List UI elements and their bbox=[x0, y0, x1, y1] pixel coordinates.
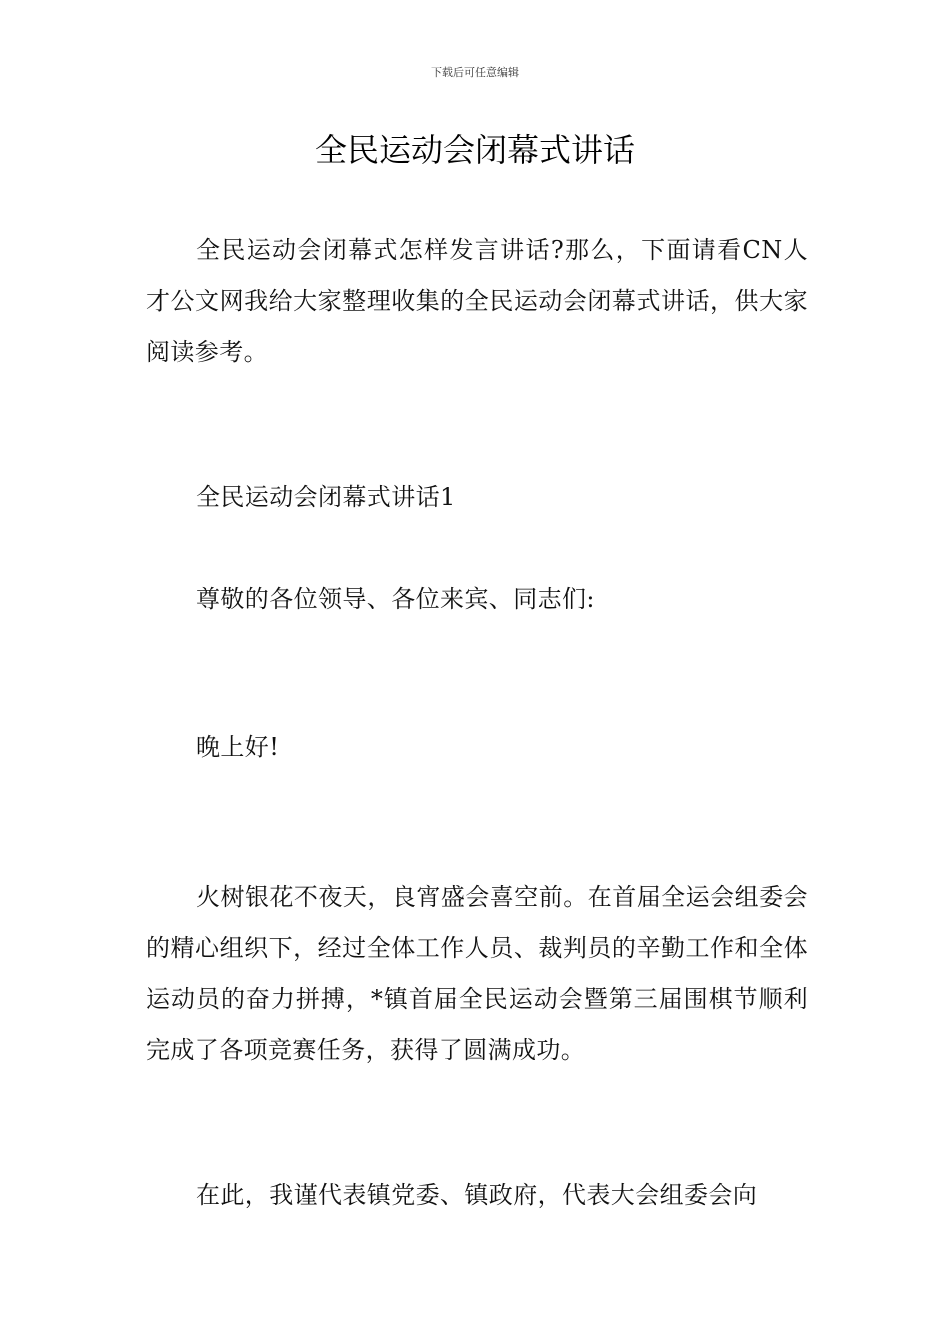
section-subtitle: 全民运动会闭幕式讲话1 bbox=[196, 483, 456, 511]
greeting-paragraph: 尊敬的各位领导、各位来宾、同志们: bbox=[196, 585, 595, 613]
thanks-paragraph: 在此，我谨代表镇党委、镇政府，代表大会组委会向 bbox=[196, 1181, 758, 1209]
intro-paragraph: 全民运动会闭幕式怎样发言讲话?那么，下面请看CN人才公文网我给大家整理收集的全民运动会闭幕式讲话，供大家阅读参考。 bbox=[146, 236, 808, 366]
evening-greeting: 晚上好! bbox=[196, 733, 280, 761]
header-note: 下载后可任意编辑 bbox=[431, 66, 519, 79]
body-paragraph: 火树银花不夜天，良宵盛会喜空前。在首届全运会组委会的精心组织下，经过全体工作人员、裁判员的辛勤工作和全体运动员的奋力拼搏，*镇首届全民运动会暨第三届围棋节顺利完成了各项竞赛任务，获得了圆满成功。 bbox=[146, 883, 808, 1064]
document-title: 全民运动会闭幕式讲话 bbox=[314, 131, 635, 169]
